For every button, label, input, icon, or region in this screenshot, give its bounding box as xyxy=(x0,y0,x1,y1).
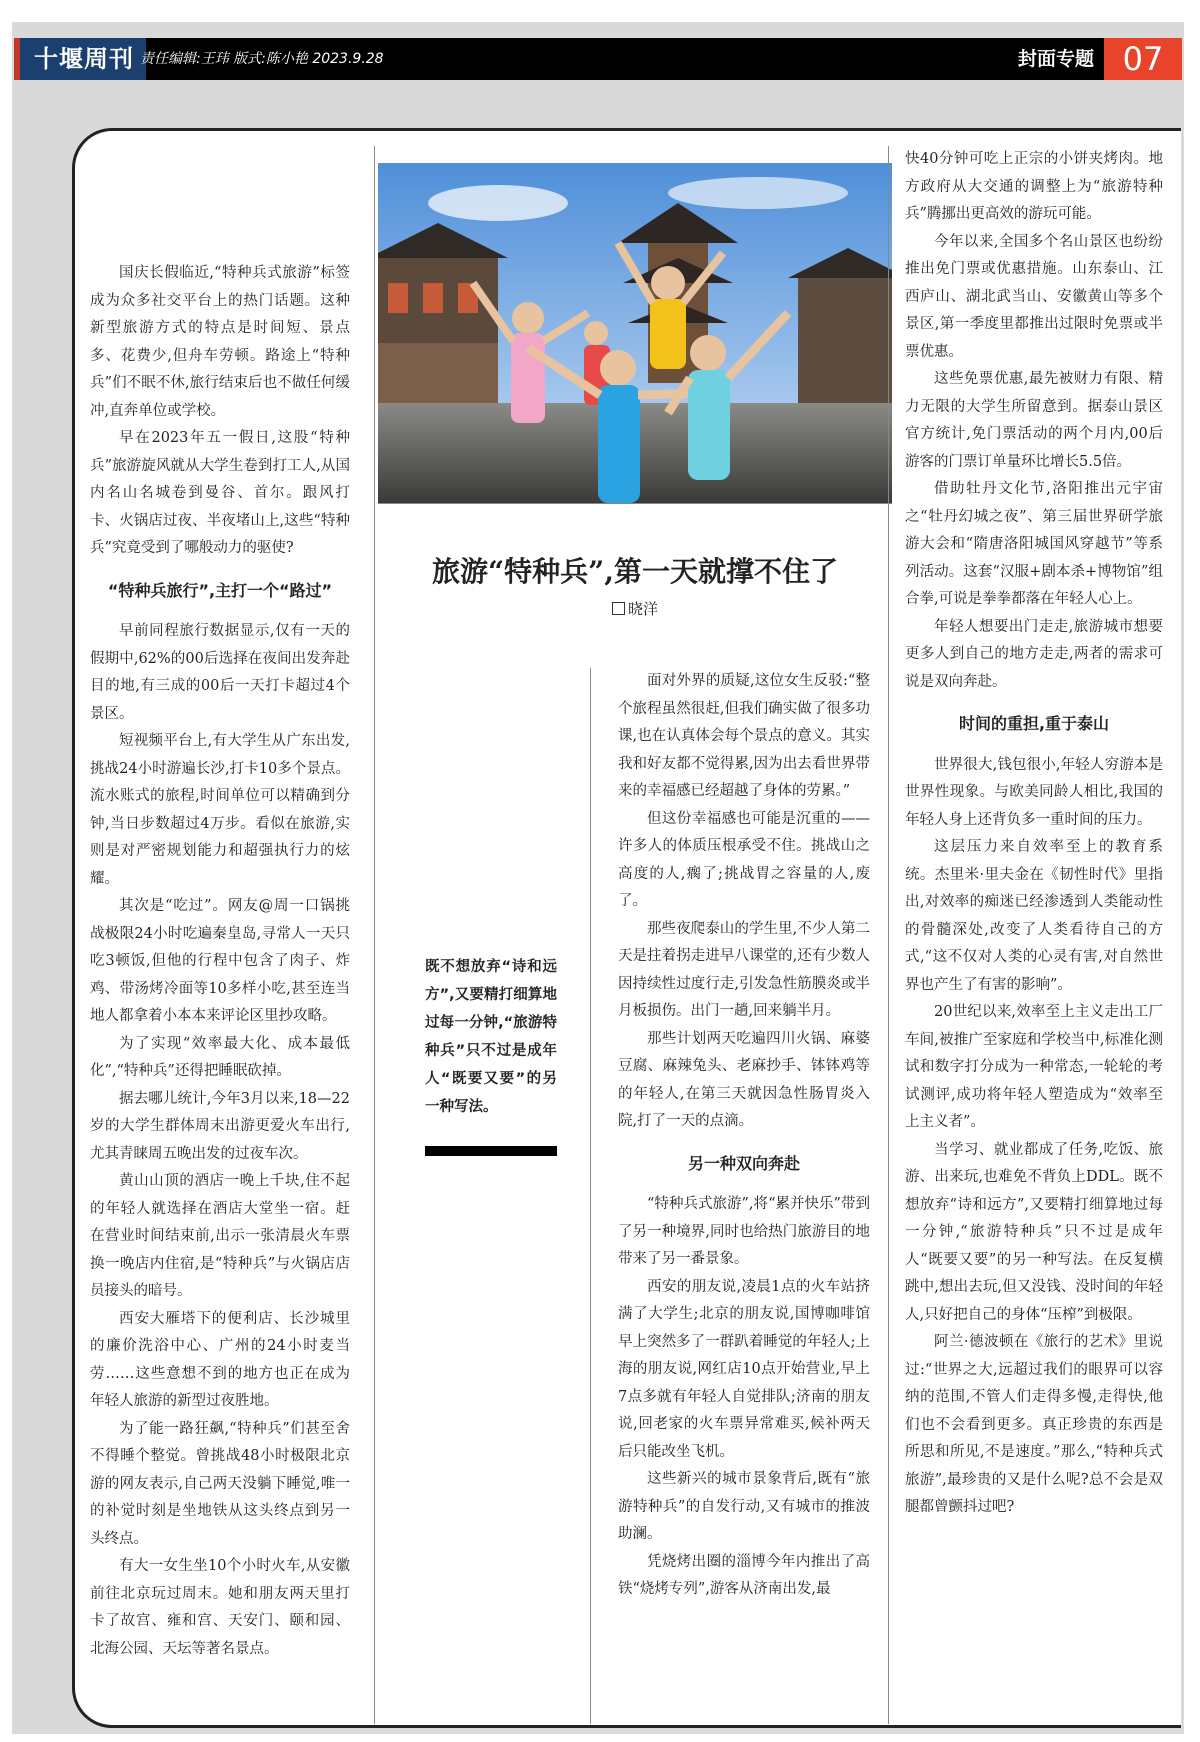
subheading: “特种兵旅行”,主打一个“路过” xyxy=(107,580,333,600)
paragraph: 凭烧烤出圈的淄博今年内推出了高铁“烧烤专列”,游客从济南出发,最 xyxy=(618,1553,870,1597)
brand-accent-bar xyxy=(14,38,20,80)
column-3 xyxy=(905,146,1163,1522)
paragraph: 黄山山顶的酒店一晚上千块,住不起的年轻人就选择在酒店大堂坐一宿。赶在营业时间结束前,出示一张清晨火车票换一晚店内住宿,是“特种兵”与火锅店店员接头的暗号。 xyxy=(90,1173,350,1299)
tourists-photo xyxy=(378,163,892,503)
subheading: 另一种双向奔赴 xyxy=(687,1153,800,1173)
article-title: 旅游“特种兵”,第一天就撑不住了 xyxy=(432,555,838,588)
column-1 xyxy=(90,260,350,1663)
paragraph: 国庆长假临近,“特种兵式旅游”标签成为众多社交平台上的热门话题。这种新型旅游方式的特点是时间短、景点多、花费少,但舟车劳顿。路途上“特种兵”们不眠不休,旅行结束后也不做任何缓冲,直奔单位或学校。 xyxy=(90,265,350,419)
column-rule-right xyxy=(888,146,889,1724)
paragraph: 那些计划两天吃遍四川火锅、麻婆豆腐、麻辣兔头、老麻抄手、钵钵鸡等的年轻人,在第三天就因急性肠胃炎入院,打了一天的点滴。 xyxy=(618,1030,870,1129)
pull-quote: 既不想放弃“诗和远方”,又要精打细算地过每一分钟,“旅游特种兵”只不过是成年人“既要又要”的另一种写法。 xyxy=(425,959,557,1115)
byline-box-icon xyxy=(612,602,625,615)
section-label: 封面专题 xyxy=(1017,48,1094,70)
paragraph: 面对外界的质疑,这位女生反驳:“整个旅程虽然很赶,但我们确实做了很多功课,也在认真体会每个景点的意义。其实我和好友都不觉得累,因为出去看世界带来的幸福感已经超越了身体的劳累。” xyxy=(618,673,870,799)
paragraph: 有大一女生坐10个小时火车,从安徽前往北京玩过周末。她和朋友两天里打卡了故宫、雍和宫、天安门、颐和园、北海公园、天坛等著名景点。 xyxy=(90,1558,350,1657)
pull-quote-bar xyxy=(425,1146,557,1156)
author-name: 晓洋 xyxy=(627,600,658,618)
paragraph: 借助牡丹文化节,洛阳推出元宇宙之“牡丹幻城之夜”、第三届世界研学旅游大会和“隋唐洛阳城国风穿越节”等系列活动。这套“汉服+剧本杀+博物馆”组合拳,可说是拳拳都落在年轻人心上。 xyxy=(905,481,1163,607)
column-rule-left xyxy=(374,146,375,1724)
photo-rule xyxy=(378,503,892,504)
column-rule-middle xyxy=(590,668,591,1724)
page-number: 07 xyxy=(1104,38,1182,80)
byline xyxy=(378,598,892,619)
paragraph: 西安大雁塔下的便利店、长沙城里的廉价洗浴中心、广州的24小时麦当劳……这些意想不到的地方也正在成为年轻人旅游的新型过夜胜地。 xyxy=(90,1310,350,1409)
paragraph: 早在2023年五一假日,这股“特种兵”旅游旋风就从大学生卷到打工人,从国内名山名城卷到曼谷、首尔。跟风打卡、火锅店过夜、半夜堵山上,这些“特种兵”究竟受到了哪般动力的驱使? xyxy=(90,430,350,556)
paragraph: 世界很大,钱包很小,年轻人穷游本是世界性现象。与欧美同龄人相比,我国的年轻人身上还背负多一重时间的压力。 xyxy=(905,756,1163,828)
paragraph: 为了实现“效率最大化、成本最低化”,“特种兵”还得把睡眠砍掉。 xyxy=(90,1035,350,1079)
paragraph: 当学习、就业都成了任务,吃饭、旅游、出来玩,也难免不背负上DDL。既不想放弃“诗和远方”,又要精打细算地过每一分钟,“旅游特种兵”只不过是成年人“既要又要”的另一种写法。在反复横跳中,想出去玩,但又没钱、没时间的年轻人,只好把自己的身体“压榨”到极限。 xyxy=(905,1141,1163,1323)
paragraph: 其次是“吃过”。网友@周一口锅挑战极限24小时吃遍秦皇岛,寻常人一天只吃3顿饭,但他的行程中包含了肉子、炸鸡、带汤烤冷面等10多样小吃,甚至连当地人都拿着小本本来评论区里抄攻略。 xyxy=(90,898,350,1024)
paragraph: 这些新兴的城市景象背后,既有“旅游特种兵”的自发行动,又有城市的推波助澜。 xyxy=(618,1471,870,1542)
publication-brand: 十堰周刊 xyxy=(14,38,146,80)
paragraph: 早前同程旅行数据显示,仅有一天的假期中,62%的00后选择在夜间出发奔赴目的地,有三成的00后一天打卡超过4个景区。 xyxy=(90,623,350,722)
paragraph: 为了能一路狂飙,“特种兵”们甚至舍不得睡个整觉。曾挑战48小时极限北京游的网友表示,自己两天没躺下睡觉,唯一的补觉时刻是坐地铁从这头终点到另一头终点。 xyxy=(90,1420,350,1547)
paragraph: 西安的朋友说,凌晨1点的火车站挤满了大学生;北京的朋友说,国博咖啡馆早上突然多了一群趴着睡觉的年轻人;上海的朋友说,网红店10点开始营业,早上7点多就有年轻人自觉排队;济南的朋友说,回老家的火车票异常难买,候补两天后只能改坐飞机。 xyxy=(618,1278,870,1460)
paragraph: 这层压力来自效率至上的教育系统。杰里米·里夫金在《韧性时代》里指出,对效率的痴迷已经渗透到人类能动性的骨髓深处,改变了人类看待自己的方式,“这不仅对人类的心灵有害,对自然世界也产生了有害的影响”。 xyxy=(905,839,1163,993)
subheading: 时间的重担,重于泰山 xyxy=(958,714,1110,733)
paragraph: 短视频平台上,有大学生从广东出发,挑战24小时游遍长沙,打卡10多个景点。流水账式的旅程,时间单位可以精确到分钟,当日步数超过4万步。看似在旅游,实则是对严密规划能力和超强执行力的炫耀。 xyxy=(90,733,350,887)
paragraph: 今年以来,全国多个名山景区也纷纷推出免门票或优惠措施。山东泰山、江西庐山、湖北武当山、安徽黄山等多个景区,第一季度里都推出过限时免票或半票优惠。 xyxy=(905,233,1163,360)
paragraph: 这些免票优惠,最先被财力有限、精力无限的大学生所留意到。据泰山景区官方统计,免门票活动的两个月内,00后游客的门票订单量环比增长5.5倍。 xyxy=(905,371,1163,470)
editor-credits: 责任编辑:王玮 版式:陈小艳 2023.9.28 xyxy=(140,51,384,67)
paragraph: 快40分钟可吃上正宗的小饼夹烤肉。地方政府从大交通的调整上为“旅游特种兵”腾挪出更高效的游玩可能。 xyxy=(905,151,1163,222)
column-2 xyxy=(618,668,870,1604)
paragraph: 阿兰·德波顿在《旅行的艺术》里说过:“世界之大,远超过我们的眼界可以容纳的范围,不管人们走得多慢,走得快,他们也不会看到更多。真正珍贵的东西是所思和所见,不是速度。”那么,“特种兵式旅游”,最珍贵的又是什么呢?总不会是双腿都曾颤抖过吧? xyxy=(905,1334,1163,1515)
paragraph: “特种兵式旅游”,将“累并快乐”带到了另一种境界,同时也给热门旅游目的地带来了另一番景象。 xyxy=(618,1196,870,1267)
paragraph: 但这份幸福感也可能是沉重的——许多人的体质压根承受不住。挑战山之高度的人,瘸了;挑战胃之容量的人,废了。 xyxy=(618,810,870,909)
paragraph: 20世纪以来,效率至上主义走出工厂车间,被推广至家庭和学校当中,标准化测试和数字打分成为一种常态,一轮轮的考试测评,成功将年轻人塑造成为“效率至上主义者”。 xyxy=(905,1004,1163,1130)
paragraph: 那些夜爬泰山的学生里,不少人第二天是拄着拐走进早八课堂的,还有少数人因持续性过度行走,引发急性筋膜炎或半月板损伤。出门一趟,回来躺半月。 xyxy=(618,920,870,1019)
paragraph: 据去哪儿统计,今年3月以来,18—22岁的大学生群体周末出游更爱火车出行,尤其青睐周五晚出发的过夜车次。 xyxy=(90,1090,350,1162)
paragraph: 年轻人想要出门走走,旅游城市想要更多人到自己的地方走走,两者的需求可说是双向奔赴。 xyxy=(905,618,1163,690)
